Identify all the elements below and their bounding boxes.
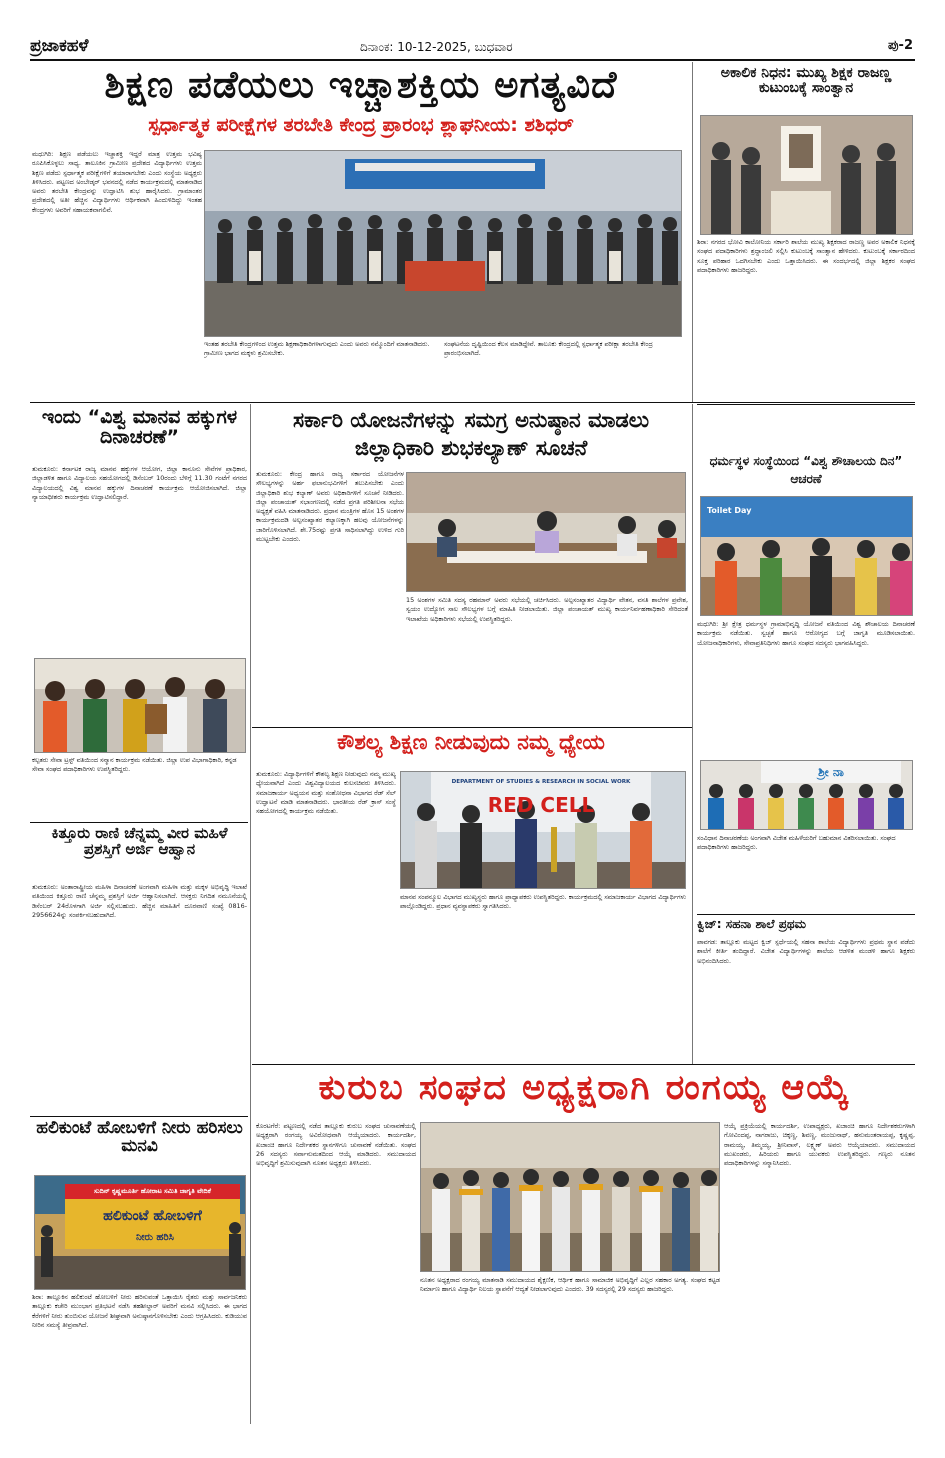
constitution-board-text: ಶ್ರೀ ನಾ xyxy=(818,765,844,779)
schemes-column-1: ತುಮಕೂರು: ಕೇಂದ್ರ ಹಾಗೂ ರಾಜ್ಯ ಸರ್ಕಾರದ ಯೋಜನೆಗಳ ಸೌಲಭ್ಯಗಳನ್ನು ಅರ್ಹ ಫಲಾನುಭವಿಗಳಿಗೆ ತಲುಪಿಸಬೇಕು ಎಂದು ಜಿಲ್ಲಾಧಿಕಾರಿ ಶುಭ ಕಲ್ಯಾಣ್ ಅವರು ಅಧಿಕಾರಿಗಳಿಗೆ ಸೂಚನೆ ನೀಡಿದರು. ಜಿಲ್ಲಾ ಪಂಚಾಯತ್ ಸಭಾಂಗಣದಲ್ಲಿ ನಡೆದ ಪ್ರಗತಿ ಪರಿಶೀಲನಾ ಸಭೆಯ ಅಧ್ಯಕ್ಷತೆ ವಹಿಸಿ ಮಾತನಾಡಿದರು. ಪ್ರಧಾನ ಮಂತ್ರಿಗಳ ಹೊಸ 15 ಅಂಶಗಳ ಕಾರ್ಯಕ್ರಮದಡಿ ಅಲ್ಪಸಂಖ್ಯಾತರ ಕಲ್ಯಾಣಕ್ಕಾಗಿ ಹಲವು ಯೋಜನೆಗಳನ್ನು ಜಾರಿಗೊಳಿಸಲಾಗಿದೆ. ಶೇ.75ರಷ್ಟು ಪ್ರಗತಿ ಸಾಧಿಸಲಾಗಿದ್ದು ಉಳಿದ ಗುರಿ ಮುಟ್ಟಬೇಕು ಎಂದರು. xyxy=(256,470,404,543)
protest-banner-title: ಹಲಿಕುಂಟೆ ಹೋಬಳಿಗೆ xyxy=(103,1208,202,1224)
skills-photo xyxy=(400,771,686,889)
schemes-column-2: 15 ಅಂಶಗಳ ಸಮಿತಿ ಸದಸ್ಯ ರಹಮಾನ್ ಅವರು ಸಭೆಯಲ್ಲಿ ಚರ್ಚಿಸಿದರು. ಅಲ್ಪಸಂಖ್ಯಾತರ ವಿದ್ಯಾರ್ಥಿ ವೇತನ, ವಸತಿ ಶಾಲೆಗಳ ಪ್ರವೇಶ, ಸ್ವಯಂ ಉದ್ಯೋಗ ಸಾಲ ಸೌಲಭ್ಯಗಳ ಬಗ್ಗೆ ಮಾಹಿತಿ ನೀಡಲಾಯಿತು. ಜಿಲ್ಲಾ ಪಂಚಾಯತ್ ಮುಖ್ಯ ಕಾರ್ಯನಿರ್ವಹಣಾಧಿಕಾರಿ ಸೇರಿದಂತೆ ಇಲಾಖೆಯ ಅಧಿಕಾರಿಗಳು ಸಭೆಯಲ್ಲಿ ಉಪಸ್ಥಿತರಿದ್ದರು. xyxy=(406,596,688,623)
condolence-photo-illustration xyxy=(701,116,913,235)
group-photo-illustration xyxy=(205,151,682,337)
lead-subhead: ಸ್ಪರ್ಧಾತ್ಮಕ ಪರೀಕ್ಷೆಗಳ ತರಬೇತಿ ಕೇಂದ್ರ ಪ್ರಾರಂಭ ಶ್ಲಾಘನೀಯ: ಶಶಿಧರ್ xyxy=(148,114,574,136)
kuruba-column-1: ಕೊರಟಗೆರೆ: ಪಟ್ಟಣದಲ್ಲಿ ನಡೆದ ತಾಲ್ಲೂಕು ಕುರುಬ ಸಂಘದ ಚುನಾವಣೆಯಲ್ಲಿ ಅಧ್ಯಕ್ಷರಾಗಿ ರಂಗಯ್ಯ ಅವಿರೋಧವಾಗಿ ಆಯ್ಕೆಯಾದರು. ಕಾರ್ಯದರ್ಶಿ, ಖಜಾಂಚಿ ಹಾಗೂ ನಿರ್ದೇಶಕರ ಸ್ಥಾನಗಳಿಗೂ ಚುನಾವಣೆ ನಡೆಯಿತು. ಸಂಘದ 26 ಸದಸ್ಯರು ಸರ್ವಾನುಮತದಿಂದ ಆಯ್ಕೆ ಮಾಡಿದರು. ಸಮುದಾಯದ ಅಭಿವೃದ್ಧಿಗೆ ಶ್ರಮಿಸುವುದಾಗಿ ನೂತನ ಅಧ್ಯಕ್ಷರು ತಿಳಿಸಿದರು. xyxy=(256,1122,416,1168)
halikunte-photo xyxy=(34,1175,246,1290)
protest-banner-demand: ನೀರು ಹರಿಸಿ xyxy=(136,1232,174,1243)
meeting-photo-illustration xyxy=(407,473,686,592)
lead-headline: ಶಿಕ್ಷಣ ಪಡೆಯಲು ಇಚ್ಚಾಶಕ್ತಿಯ ಅಗತ್ಯವಿದೆ xyxy=(104,66,618,106)
skills-column-1: ತುಮಕೂರು: ವಿದ್ಯಾರ್ಥಿಗಳಿಗೆ ಕೌಶಲ್ಯ ಶಿಕ್ಷಣ ನೀಡುವುದು ನಮ್ಮ ಮುಖ್ಯ ಧ್ಯೇಯವಾಗಿದೆ ಎಂದು ವಿಶ್ವವಿದ್ಯಾಲಯದ ಕುಲಸಚಿವರು ತಿಳಿಸಿದರು. ಸಮಾಜಕಾರ್ಯ ಅಧ್ಯಯನ ಮತ್ತು ಸಂಶೋಧನಾ ವಿಭಾಗದ ರೆಡ್ ಸೆಲ್ ಉದ್ಘಾಟನೆ ಮಾಡಿ ಮಾತನಾಡಿದರು. ಭಾರತೀಯ ರೆಡ್ ಕ್ರಾಸ್ ಸಂಸ್ಥೆ ಸಹಯೋಗದಲ್ಲಿ ಕಾರ್ಯಕ್ರಮ ನಡೆಯಿತು. xyxy=(256,770,396,816)
kittur-body: ತುಮಕೂರು: ಅಂತಾರಾಷ್ಟ್ರೀಯ ಮಹಿಳಾ ದಿನಾಚರಣೆ ಅಂಗವಾಗಿ ಮಹಿಳಾ ಮತ್ತು ಮಕ್ಕಳ ಅಭಿವೃದ್ಧಿ ಇಲಾಖೆ ವತಿಯಿಂದ ಕಿತ್ತೂರು ರಾಣಿ ಚೆನ್ನಮ್ಮ ಪ್ರಶಸ್ತಿಗೆ ಅರ್ಜಿ ಆಹ್ವಾನಿಸಲಾಗಿದೆ. ಆಸಕ್ತರು ನಿಗದಿತ ನಮೂನೆಯಲ್ಲಿ ಡಿಸೆಂಬರ್ 24ರೊಳಗಾಗಿ ಅರ್ಜಿ ಸಲ್ಲಿಸಬಹುದು. ಹೆಚ್ಚಿನ ಮಾಹಿತಿಗೆ ದೂರವಾಣಿ ಸಂಖ್ಯೆ 0816-2956624ನ್ನು ಸಂಪರ್ಕಿಸಬಹುದಾಗಿದೆ. xyxy=(32,883,247,919)
inauguration-photo-illustration xyxy=(401,772,686,889)
human-rights-photo xyxy=(34,658,246,753)
lead-column-1: ಮಧುಗಿರಿ: ಶಿಕ್ಷಣ ಪಡೆಯಲು ಇಚ್ಚಾಶಕ್ತಿ ಇದ್ದರೆ ಮಾತ್ರ ಉತ್ತಮ ಭವಿಷ್ಯ ರೂಪಿಸಿಕೊಳ್ಳಲು ಸಾಧ್ಯ. ತಾಲೂಕಿನ ಗ್ರಾಮೀಣ ಪ್ರದೇಶದ ವಿದ್ಯಾರ್ಥಿಗಳು ಉತ್ತಮ ಶಿಕ್ಷಣ ಪಡೆದು ಸ್ಪರ್ಧಾತ್ಮಕ ಪರೀಕ್ಷೆಗಳಿಗೆ ತಯಾರಾಗಬೇಕು ಎಂದು ಸಂಸ್ಥೆಯ ಅಧ್ಯಕ್ಷರು ತಿಳಿಸಿದರು. ಪಟ್ಟಣದ ಅಂಬೇಡ್ಕರ್ ಭವನದಲ್ಲಿ ನಡೆದ ಕಾರ್ಯಕ್ರಮದಲ್ಲಿ ಮಾತನಾಡಿದ ಅವರು ತರಬೇತಿ ಕೇಂದ್ರವನ್ನು ಉದ್ಘಾಟಿಸಿ ಶುಭ ಹಾರೈಸಿದರು. ಗ್ರಾಮಾಂತರ ಪ್ರದೇಶದಲ್ಲಿ ಅತೀ ಹೆಚ್ಚಿನ ವಿದ್ಯಾರ್ಥಿಗಳು ಆರ್ಥಿಕವಾಗಿ ಹಿಂದುಳಿದಿದ್ದು ಇಂತಹ ಕೇಂದ್ರಗಳು ಅವರಿಗೆ ಸಹಾಯಕವಾಗಲಿವೆ. xyxy=(32,150,202,214)
lead-caption-left: ಇಂತಹ ತರಬೇತಿ ಕೇಂದ್ರಗಳಿಂದ ಉತ್ತಮ ಶಿಕ್ಷಣಾಧಿಕಾರಿಗಳಾಗುವುದು ಎಂದು ಅವರು ನಮ್ಮೊಂದಿಗೆ ಮಾತನಾಡಿದರು. ಗ್ರಾಮೀಣ ಭಾಗದ ಮಕ್ಕಳು ಶ್ರಮಿಸಬೇಕು. xyxy=(204,340,430,358)
constitution-caption: ಸಂವಿಧಾನ ದಿನಾಚರಣೆಯ ಅಂಗವಾಗಿ ವಿಜೇತ ಮಹಿಳೆಯರಿಗೆ ಬಹುಮಾನ ವಿತರಿಸಲಾಯಿತು. ಸಂಘದ ಪದಾಧಿಕಾರಿಗಳು ಹಾಜರಿದ್ದರು. xyxy=(697,834,896,852)
dateline: ದಿನಾಂಕ: 10-12-2025, ಬುಧವಾರ xyxy=(360,40,513,54)
lead-photo xyxy=(204,150,682,337)
human-rights-caption: ಕಲ್ಪತರು ಸೇವಾ ಟ್ರಸ್ಟ್ ವತಿಯಿಂದ ಸನ್ಮಾನ ಕಾರ್ಯಕ್ರಮ ನಡೆಯಿತು. ಜಿಲ್ಲಾ ಉಪ ವಿಭಾಗಾಧಿಕಾರಿ, ಕನ್ನಡ ಸೇವಾ ಸಂಘದ ಪದಾಧಿಕಾರಿಗಳು ಉಪಸ್ಥಿತರಿದ್ದರು. xyxy=(32,756,237,774)
section-rule xyxy=(30,402,915,403)
kittur-headline: ಕಿತ್ತೂರು ರಾಣಿ ಚೆನ್ನಮ್ಮ ವೀರ ಮಹಿಳೆ ಪ್ರಶಸ್ತಿಗೆ ಅರ್ಜಿ ಆಹ್ವಾನ xyxy=(51,826,228,858)
sahana-body: ಪಾವಗಡ: ತಾಲ್ಲೂಕು ಮಟ್ಟದ ಕ್ವಿಜ್ ಸ್ಪರ್ಧೆಯಲ್ಲಿ ಸಹನಾ ಶಾಲೆಯ ವಿದ್ಯಾರ್ಥಿಗಳು ಪ್ರಥಮ ಸ್ಥಾನ ಪಡೆದು ಶಾಲೆಗೆ ಕೀರ್ತಿ ತಂದಿದ್ದಾರೆ. ವಿಜೇತ ವಿದ್ಯಾರ್ಥಿಗಳನ್ನು ಶಾಲೆಯ ಆಡಳಿತ ಮಂಡಳಿ ಹಾಗೂ ಶಿಕ್ಷಕರು ಅಭಿನಂದಿಸಿದರು. xyxy=(697,938,915,965)
sidebar-top-body: ಶಿರಾ: ನಗರದ ಭೋವಿ ಕಾಲೋನಿಯ ಸರ್ಕಾರಿ ಶಾಲೆಯ ಮುಖ್ಯ ಶಿಕ್ಷಕರಾದ ರಾಜಣ್ಣ ಅವರ ಅಕಾಲಿಕ ನಿಧನಕ್ಕೆ ಸಂಘದ ಪದಾಧಿಕಾರಿಗಳು ಶ್ರದ್ಧಾಂಜಲಿ ಸಲ್ಲಿಸಿ ಕುಟುಂಬಕ್ಕೆ ಸಾಂತ್ವಾನ ಹೇಳಿದರು. ಕುಟುಂಬಕ್ಕೆ ಸರ್ಕಾರದಿಂದ ಸೂಕ್ತ ಪರಿಹಾರ ಒದಗಿಸಬೇಕು ಎಂದು ಒತ್ತಾಯಿಸಿದರು. ಈ ಸಂದರ್ಭದಲ್ಲಿ ಜಿಲ್ಲಾ ಶಿಕ್ಷಕರ ಸಂಘದ ಪದಾಧಿಕಾರಿಗಳು ಹಾಜರಿದ್ದರು. xyxy=(697,238,915,274)
protest-banner-org: ಸುದಿನ್‌ ಕೃಷ್ಣಮೂರ್ತಿ ಹೋರಾಟ ಸಮಿತಿ ಜಾಗೃತಿ ವೇದಿಕೆ xyxy=(94,1187,211,1195)
schemes-photo xyxy=(406,472,686,592)
lead-caption-right: ಸಂಘಟನೆಯ ದೃಷ್ಟಿಯಿಂದ ಕೆಲಸ ಮಾಡಿದ್ದೇವೆ. ತಾಲೂಕು ಕೇಂದ್ರದಲ್ಲಿ ಸ್ಪರ್ಧಾತ್ಮಕ ಪರೀಕ್ಷಾ ತರಬೇತಿ ಕೇಂದ್ರ ಪ್ರಾರಂಭಿಸಲಾಗಿದೆ. xyxy=(444,340,653,358)
masthead xyxy=(0,0,945,62)
banner-department: DEPARTMENT OF STUDIES & RESEARCH IN SOCIAL WORK xyxy=(451,779,631,785)
halikunte-headline: ಹಲಿಕುಂಟೆ ಹೋಬಳಿಗೆ ನೀರು ಹರಿಸಲು ಮನವಿ xyxy=(36,1120,243,1156)
dharmasthala-headline: ಧರ್ಮಸ್ಥಳ ಸಂಸ್ಥೆಯಿಂದ “ವಿಶ್ವ ಶೌಚಾಲಯ ದಿನ” ಆಚರಣೆ xyxy=(709,454,903,486)
brand-name: ಪ್ರಜಾಕಹಳೆ xyxy=(30,36,89,56)
human-rights-body: ತುಮಕೂರು: ಕರ್ನಾಟಕ ರಾಜ್ಯ ಮಾನವ ಹಕ್ಕುಗಳ ಆಯೋಗ, ಜಿಲ್ಲಾ ಕಾನೂನು ಸೇವೆಗಳ ಪ್ರಾಧಿಕಾರ, ಜಿಲ್ಲಾಡಳಿತ ಹಾಗೂ ವಿದ್ಯಾಲಯ ಸಹಯೋಗದಲ್ಲಿ ಡಿಸೆಂಬರ್ 10ರಂದು ಬೆಳಿಗ್ಗೆ 11.30 ಗಂಟೆಗೆ ನಗರದ ವಿದ್ಯಾಲಯದಲ್ಲಿ ವಿಶ್ವ ಮಾನವ ಹಕ್ಕುಗಳ ದಿನಾಚರಣೆ ಕಾರ್ಯಕ್ರಮ ಆಯೋಜಿಸಲಾಗಿದೆ. ಜಿಲ್ಲಾ ನ್ಯಾಯಾಧೀಶರು ಕಾರ್ಯಕ್ರಮ ಉದ್ಘಾಟಿಸಲಿದ್ದಾರೆ. xyxy=(32,465,247,501)
constitution-day-photo xyxy=(700,760,913,830)
sahana-headline: ಕ್ವಿಜ್: ಸಹನಾ ಶಾಲೆ ಪ್ರಥಮ xyxy=(697,917,807,931)
header-rule xyxy=(30,59,915,61)
toilet-day-banner: Toilet Day xyxy=(707,506,752,515)
human-rights-headline: ಇಂದು “ವಿಶ್ವ ಮಾನವ ಹಕ್ಕುಗಳ ದಿನಾಚರಣೆ” xyxy=(41,408,238,448)
schemes-headline: ಸರ್ಕಾರಿ ಯೋಜನೆಗಳನ್ನು ಸಮಗ್ರ ಅನುಷ್ಠಾನ ಮಾಡಲು ಜಿಲ್ಲಾಧಿಕಾರಿ ಶುಭಕಲ್ಯಾಣ್ ಸೂಚನೆ xyxy=(292,408,650,461)
column-rule xyxy=(692,62,693,402)
felicitation-photo-illustration xyxy=(35,659,246,753)
dharmasthala-body: ಮಧುಗಿರಿ: ಶ್ರೀ ಕ್ಷೇತ್ರ ಧರ್ಮಸ್ಥಳ ಗ್ರಾಮಾಭಿವೃದ್ಧಿ ಯೋಜನೆ ವತಿಯಿಂದ ವಿಶ್ವ ಶೌಚಾಲಯ ದಿನಾಚರಣೆ ಕಾರ್ಯಕ್ರಮ ನಡೆಯಿತು. ಸ್ವಚ್ಛತೆ ಹಾಗೂ ಆರೋಗ್ಯದ ಬಗ್ಗೆ ಜಾಗೃತಿ ಮೂಡಿಸಲಾಯಿತು. ಯೋಜನಾಧಿಕಾರಿಗಳು, ಸೇವಾಪ್ರತಿನಿಧಿಗಳು ಹಾಗೂ ಸಂಘದ ಸದಸ್ಯರು ಭಾಗವಹಿಸಿದ್ದರು. xyxy=(697,620,915,647)
kuruba-column-2: ನೂತನ ಅಧ್ಯಕ್ಷರಾದ ರಂಗಯ್ಯ ಮಾತನಾಡಿ ಸಮುದಾಯದ ಶೈಕ್ಷಣಿಕ, ಆರ್ಥಿಕ ಹಾಗೂ ಸಾಮಾಜಿಕ ಅಭಿವೃದ್ಧಿಗೆ ಎಲ್ಲರ ಸಹಕಾರ ಅಗತ್ಯ. ಸಂಘದ ಕಟ್ಟಡ ನಿರ್ಮಾಣ ಹಾಗೂ ವಿದ್ಯಾರ್ಥಿ ನಿಲಯ ಸ್ಥಾಪನೆಗೆ ಆದ್ಯತೆ ನೀಡಲಾಗುವುದು ಎಂದರು. 39 ಸದಸ್ಯರಲ್ಲಿ 29 ಸದಸ್ಯರು ಹಾಜರಿದ್ದರು. xyxy=(420,1276,720,1294)
halikunte-body: ಶಿರಾ: ತಾಲ್ಲೂಕಿನ ಹಲಿಕುಂಟೆ ಹೋಬಳಿಗೆ ನೀರು ಹರಿಸುವಂತೆ ಒತ್ತಾಯಿಸಿ ರೈತರು ಮತ್ತು ಸಾರ್ವಜನಿಕರು ತಾಲ್ಲೂಕು ಕಚೇರಿ ಮುಂಭಾಗ ಪ್ರತಿಭಟನೆ ನಡೆಸಿ ತಹಶೀಲ್ದಾರ್ ಅವರಿಗೆ ಮನವಿ ಸಲ್ಲಿಸಿದರು. ಈ ಭಾಗದ ಕೆರೆಗಳಿಗೆ ನೀರು ತುಂಬಿಸುವ ಯೋಜನೆ ಶೀಘ್ರವಾಗಿ ಅನುಷ್ಠಾನಗೊಳಿಸಬೇಕು ಎಂದು ಆಗ್ರಹಿಸಿದರು. ಕುಡಿಯುವ ನೀರಿನ ಸಮಸ್ಯೆ ತೀವ್ರವಾಗಿದೆ. xyxy=(32,1293,247,1329)
sidebar-top-photo xyxy=(700,115,913,235)
skills-headline: ಕೌಶಲ್ಯ ಶಿಕ್ಷಣ ನೀಡುವುದು ನಮ್ಮ ಧ್ಯೇಯ xyxy=(337,730,605,754)
kuruba-column-3: ಆಯ್ಕೆ ಪ್ರಕ್ರಿಯೆಯಲ್ಲಿ ಕಾರ್ಯದರ್ಶಿ, ಉಪಾಧ್ಯಕ್ಷರು, ಖಜಾಂಚಿ ಹಾಗೂ ನಿರ್ದೇಶಕರುಗಳಾಗಿ ಗೋವಿಂದಪ್ಪ, ನಾಗರಾಜು, ಚಿಕ್ಕಣ್ಣ, ಶಿವಣ್ಣ, ಮಂಜುನಾಥ್, ಹನುಮಂತರಾಯಪ್ಪ, ಕೃಷ್ಣಪ್ಪ, ರಾಮಯ್ಯ, ತಿಮ್ಮಯ್ಯ, ಶ್ರೀನಿವಾಸ್, ಲಕ್ಷ್ಮಣ್ ಅವರು ಆಯ್ಕೆಯಾದರು. ಸಮುದಾಯದ ಮುಖಂಡರು, ಹಿರಿಯರು ಹಾಗೂ ಯುವಕರು ಉಪಸ್ಥಿತರಿದ್ದರು. ಗಣ್ಯರು ನೂತನ ಪದಾಧಿಕಾರಿಗಳನ್ನು ಸನ್ಮಾನಿಸಿದರು. xyxy=(724,1122,915,1168)
page-number: ಪು-2 xyxy=(887,38,913,53)
kuruba-headline: ಕುರುಬ ಸಂಘದ ಅಧ್ಯಕ್ಷರಾಗಿ ರಂಗಯ್ಯ ಆಯ್ಕೆ xyxy=(318,1068,851,1108)
banner-red-cell: RED CELL xyxy=(487,793,595,817)
election-photo-illustration xyxy=(421,1123,720,1272)
dharmasthala-photo xyxy=(700,496,913,616)
kuruba-photo xyxy=(420,1122,720,1272)
sidebar-top-headline: ಅಕಾಲಿಕ ನಿಧನ: ಮುಖ್ಯ ಶಿಕ್ಷಕ ರಾಜಣ್ಣ ಕುಟುಂಬಕ್ಕೆ ಸಾಂತ್ವಾನ xyxy=(720,66,892,96)
skills-column-2: ಮಾನವ ಸಂಪನ್ಮೂಲ ವಿಭಾಗದ ಮುಖ್ಯಸ್ಥರು ಹಾಗೂ ಪ್ರಾಧ್ಯಾಪಕರು ಉಪಸ್ಥಿತರಿದ್ದರು. ಕಾರ್ಯಕ್ರಮದಲ್ಲಿ ಸಮಾಜಕಾರ್ಯ ವಿಭಾಗದ ವಿದ್ಯಾರ್ಥಿಗಳು ಪಾಲ್ಗೊಂಡಿದ್ದರು. ಪ್ರಧಾನ ವ್ಯವಸ್ಥಾಪಕರು ಸ್ವಾಗತಿಸಿದರು. xyxy=(400,893,686,911)
